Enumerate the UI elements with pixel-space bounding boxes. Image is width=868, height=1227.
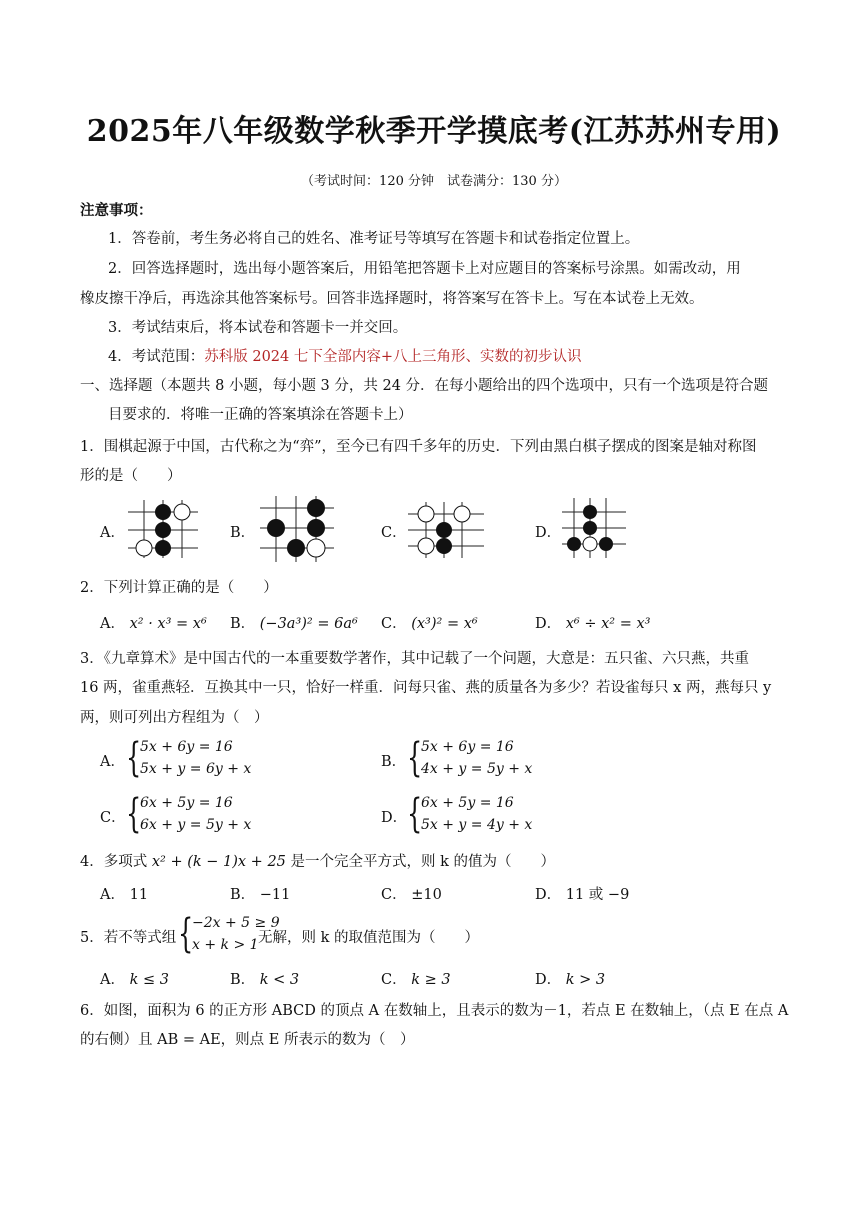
q4-option-c [381, 885, 442, 905]
q4-option-a [100, 885, 148, 905]
q5-option-d-label: D． [535, 972, 562, 988]
q3-stem-line1: 3．《九章算术》是中国古代的一本重要数学著作，其中记载了一个问题，大意是：五只雀、六只燕，共重 [80, 651, 749, 667]
q4-option-b-value: −11 [259, 887, 291, 903]
q3-option-b-label: B． [381, 754, 407, 770]
q3-option-b-eq2: 4x + y = 5y + x [421, 761, 533, 777]
q2-option-c [381, 614, 478, 634]
q5-ineq2: x + k > 1 [192, 937, 259, 953]
q2-option-a-label: A． [100, 616, 125, 632]
q4-stem-expr: x² + (k − 1)x + 25 [151, 854, 286, 870]
q2-option-d [535, 614, 650, 634]
q5-ineq1: −2x + 5 ≥ 9 [192, 915, 280, 931]
note-item-2a: 2．回答选择题时，选出每小题答案后，用铅笔把答题卡上对应题目的答案标号涂黑。如需改动，用 [108, 261, 741, 277]
q5-option-a [100, 970, 169, 990]
section-1-heading-b: 目要求的．将唯一正确的答案填涂在答题卡上） [108, 407, 413, 423]
q4-option-d-value: 11 或 −9 [565, 887, 630, 903]
q4-option-a-value: 11 [129, 887, 149, 903]
q3-option-a-eq2: 5x + y = 6y + x [140, 761, 252, 777]
q1-stem-line1: 1．围棋起源于中国，古代称之为“弈”，至今已有四千多年的历史．下列由黑白棋子摆成的图案是轴对称图 [80, 439, 757, 455]
brace-symbol: { [126, 791, 142, 837]
brace-symbol: { [178, 911, 194, 957]
q1-stem-line2: 形的是（ ） [80, 468, 182, 484]
q4-option-c-value: ±10 [411, 887, 442, 903]
q2-option-a [100, 614, 207, 634]
note-item-4-prefix: 4．考试范围： [108, 349, 205, 365]
q2-option-b [230, 614, 358, 634]
q4-stem-pre: 4．多项式 [80, 854, 152, 870]
q2-option-d-expr: x⁶ ÷ x² = x³ [565, 616, 651, 632]
q6-stem-line1: 6．如图，面积为 6 的正方形 ABCD 的顶点 A 在数轴上，且表示的数为－1，若点 E 在数轴上，（点 E 在点 A [80, 1003, 789, 1019]
page-title: 2025年八年级数学秋季开学摸底考(江苏苏州专用) [86, 114, 782, 149]
q2-option-c-expr: (x³)² = x⁶ [411, 616, 478, 632]
note-item-2b: 橡皮擦干净后，再选涂其他答案标号。回答非选择题时，将答案写在答卡上。写在本试卷上无效。 [80, 291, 704, 307]
q2-option-b-label: B． [230, 616, 256, 632]
q3-option-a-eq1: 5x + 6y = 16 [140, 739, 233, 755]
q5-option-b-value: k < 3 [259, 972, 300, 988]
q2-option-a-expr: x² · x³ = x⁶ [129, 616, 207, 632]
exam-scope: 苏科版 2024 七下全部内容+八上三角形、实数的初步认识 [204, 349, 582, 365]
q5-option-c-label: C． [381, 972, 407, 988]
q4-option-d [535, 885, 629, 905]
q2-stem: 2．下列计算正确的是（ ） [80, 580, 278, 596]
q4-stem [80, 852, 555, 872]
q4-option-a-label: A． [100, 887, 125, 903]
exam-info: （考试时间：120 分钟 试卷满分：130 分） [301, 174, 567, 189]
q4-option-b [230, 885, 290, 905]
note-item-3: 3．考试结束后，将本试卷和答题卡一并交回。 [108, 320, 408, 336]
q3-option-c-eq2: 6x + y = 5y + x [140, 817, 252, 833]
q3-option-b-eq1: 5x + 6y = 16 [421, 739, 514, 755]
section-1-heading-a: 一、选择题（本题共 8 小题，每小题 3 分，共 24 分．在每小题给出的四个选项中，只有一个选项是符合题 [80, 378, 769, 394]
q2-option-d-label: D． [535, 616, 562, 632]
q5-option-d-value: k > 3 [565, 972, 606, 988]
q5-option-b [230, 970, 299, 990]
q5-option-c-value: k ≥ 3 [411, 972, 451, 988]
note-item-1: 1．答卷前，考生务必将自己的姓名、准考证号等填写在答题卡和试卷指定位置上。 [108, 231, 640, 247]
q4-option-b-label: B． [230, 887, 256, 903]
q4-stem-post: 是一个完全平方式，则 k 的值为（ ） [285, 854, 556, 870]
q1-option-d-go-figure [560, 496, 628, 560]
q5-option-b-label: B． [230, 972, 256, 988]
q5-stem-post: 无解，则 k 的取值范围为（ ） [258, 930, 480, 946]
q5-option-a-label: A． [100, 972, 125, 988]
q1-option-c-go-figure [406, 500, 486, 560]
brace-symbol: { [407, 735, 423, 781]
note-item-4 [108, 347, 582, 367]
q3-option-c-label: C． [100, 810, 126, 826]
q1-option-c-label: C． [381, 525, 407, 541]
q3-option-d-label: D． [381, 810, 408, 826]
q1-option-b-go-figure [258, 494, 336, 564]
q4-option-d-label: D． [535, 887, 562, 903]
notes-heading: 注意事项： [80, 202, 153, 219]
q3-option-d-eq1: 6x + 5y = 16 [421, 795, 514, 811]
q1-option-a-label: A． [100, 525, 125, 541]
q5-option-c [381, 970, 451, 990]
q5-stem-pre: 5．若不等式组 [80, 930, 177, 946]
q1-option-d-label: D． [535, 525, 562, 541]
q5-option-d [535, 970, 605, 990]
q2-option-b-expr: (−3a³)² = 6a⁶ [259, 616, 358, 632]
q5-option-a-value: k ≤ 3 [129, 972, 169, 988]
brace-symbol: { [126, 735, 142, 781]
q3-stem-line2: 16 两，雀重燕轻．互换其中一只，恰好一样重．问每只雀、燕的质量各为多少？若设雀每只 x 两，燕每只 y [80, 680, 772, 696]
q1-option-a-go-figure [126, 498, 200, 560]
q2-option-c-label: C． [381, 616, 407, 632]
q3-option-c-eq1: 6x + 5y = 16 [140, 795, 233, 811]
q4-option-c-label: C． [381, 887, 407, 903]
q3-stem-line3: 两，则可列出方程组为（ ） [80, 710, 269, 726]
q1-option-b-label: B． [230, 525, 256, 541]
q3-option-d-eq2: 5x + y = 4y + x [421, 817, 533, 833]
q3-option-a-label: A． [100, 754, 125, 770]
brace-symbol: { [407, 791, 423, 837]
q6-stem-line2: 的右侧）且 AB = AE，则点 E 所表示的数为（ ） [80, 1032, 415, 1048]
